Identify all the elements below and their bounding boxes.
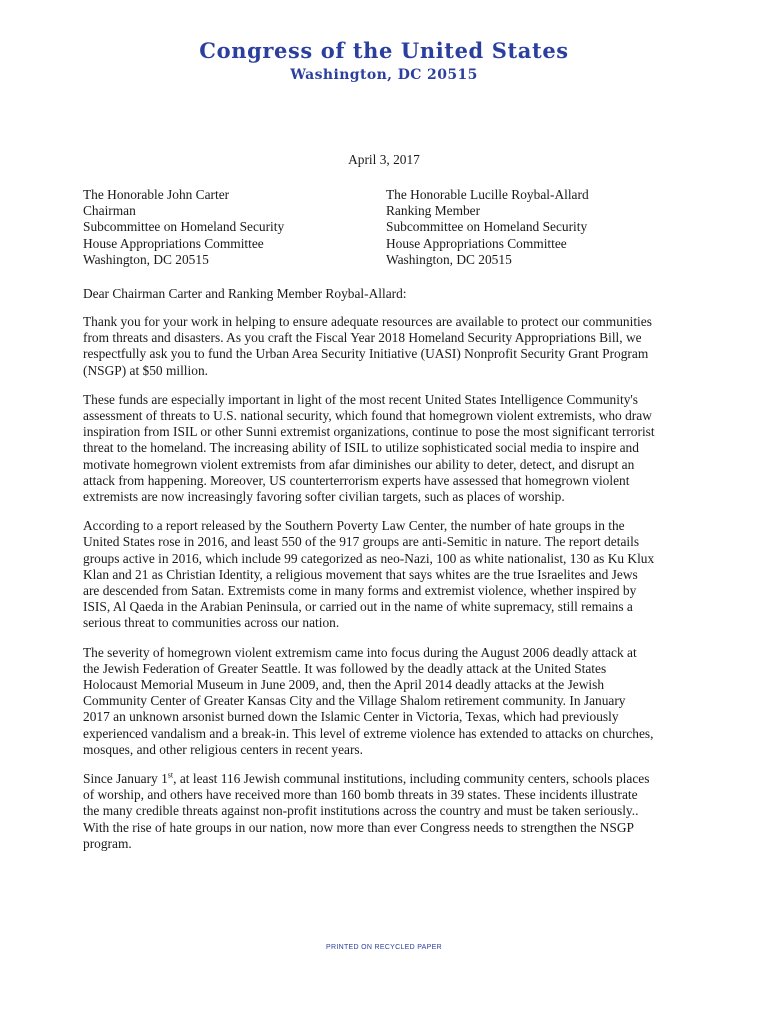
letter-body: [83, 314, 655, 865]
last-paragraph-text: , at least 116 Jewish communal institutions, including community centers, schools places of worship, and others have received more than 160 bomb threats in 39 states. These incidents illustrate the many credible threats against non-profit institutions across the country and must be taken seriously.. With the rise of hate groups in our nation, now more than ever Congress needs to strengthen the NSGP program.: [83, 771, 650, 851]
recipient-block-left: [83, 187, 284, 268]
recycled-paper-footer: PRINTED ON RECYCLED PAPER: [326, 944, 442, 951]
salutation: Dear Chairman Carter and Ranking Member Roybal-Allard:: [83, 286, 407, 301]
recipient-right-line: Ranking Member: [386, 203, 481, 219]
body-paragraph: The severity of homegrown violent extremism came into focus during the August 2006 deadly attack at the Jewish Federation of Greater Seattle. It was followed by the deadly attack at the United States Holocaust Memorial Museum in June 2009, and, then the April 2014 deadly attacks at the Jewish Community Center of Greater Kansas City and the Village Shalom retirement community. In January 2017 an unknown arsonist burned down the Islamic Center in Victoria, Texas, which had previously experienced vandalism and a break-in. This level of extreme violence has extended to attacks on churches, mosques, and other religious centers in recent years.: [83, 644, 654, 757]
recipient-right-line: Subcommittee on Homeland Security: [386, 219, 588, 235]
recipient-left-line: Chairman: [83, 203, 136, 219]
body-paragraph: Thank you for your work in helping to ensure adequate resources are available to protect our communities from threats and disasters. As you craft the Fiscal Year 2018 Homeland Security Appropriations Bill, we respectfully ask you to fund the Urban Area Security Initiative (UASI) Nonprofit Security Grant Program (NSGP) at $50 million.: [83, 314, 652, 378]
letter-date: April 3, 2017: [348, 152, 420, 167]
recipient-left-line: Subcommittee on Homeland Security: [83, 219, 285, 235]
letterhead-title: Congress of the United States: [199, 38, 569, 63]
letterhead-address: Washington, DC 20515: [290, 67, 478, 83]
body-paragraph: According to a report released by the Southern Poverty Law Center, the number of hate groups in the United States rose in 2016, and least 550 of the 917 groups are anti-Semitic in nature. The report details groups active in 2016, which include 99 categorized as neo-Nazi, 100 as white nationalist, 130 as Ku Klux Klan and 21 as Christian Identity, a religious movement that says whites are the true Israelites and Jews are descended from Satan. Extremists come in many forms and extremist violence, whether inspired by ISIS, Al Qaeda in the Arabian Peninsula, or carried out in the name of white supremacy, still remains a serious threat to communities across our nation.: [83, 518, 655, 631]
recipient-left-line: The Honorable John Carter: [83, 187, 230, 202]
ordinal-superscript: st: [167, 770, 174, 780]
letterhead: [0, 38, 768, 83]
recipient-right-line: Washington, DC 20515: [386, 251, 512, 267]
recipient-left-line: Washington, DC 20515: [83, 251, 209, 267]
last-paragraph-prefix: Since January 1: [83, 771, 168, 787]
recipient-right-line: House Appropriations Committee: [386, 235, 567, 251]
recipient-right-line: The Honorable Lucille Roybal-Allard: [386, 187, 589, 202]
body-paragraph-last: [83, 771, 655, 852]
recipient-left-line: House Appropriations Committee: [83, 235, 264, 251]
body-paragraph: These funds are especially important in light of the most recent United States Intelligence Community's assessment of threats to U.S. national security, which found that homegrown violent extremists, who draw inspiration from ISIL or other Sunni extremist organizations, continue to pose the most significant terrorist threat to the homeland. The increasing ability of ISIL to utilize sophisticated social media to inspire and motivate homegrown violent extremists from afar diminishes our ability to deter, detect, and disrupt an attack from happening. Moreover, US counterterrorism experts have assessed that homegrown violent extremists are now increasingly favoring softer civilian targets, such as places of worship.: [83, 391, 655, 505]
recipient-block-right: [386, 187, 589, 268]
